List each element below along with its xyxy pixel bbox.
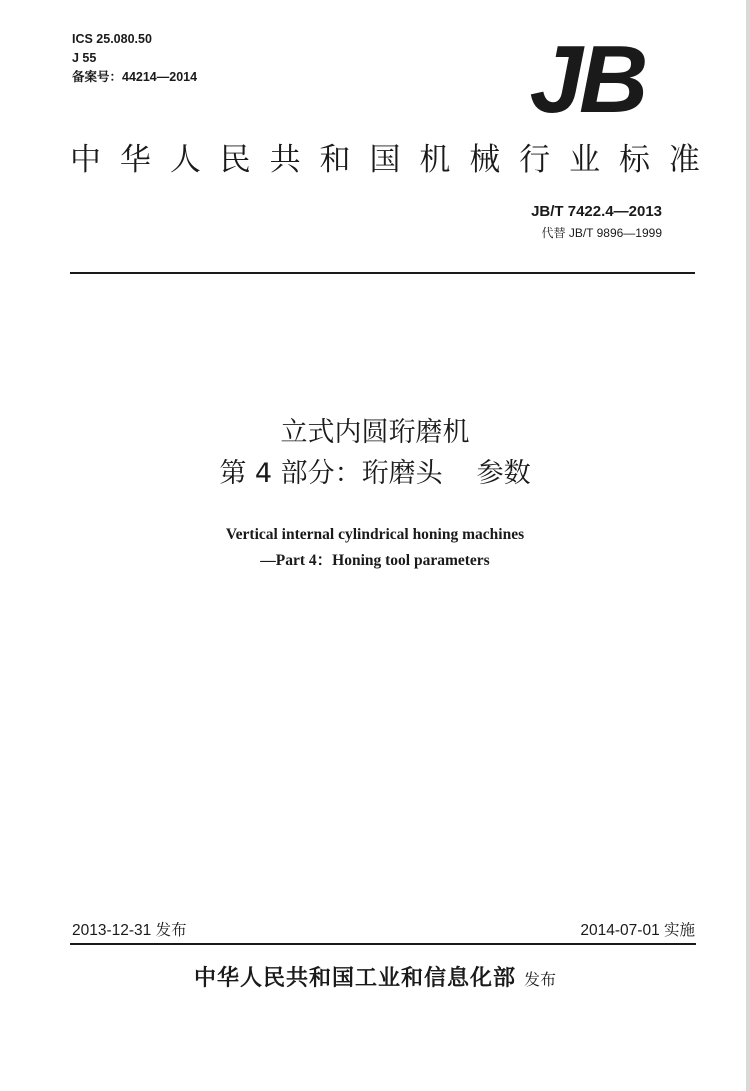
title-cn-line2-part: 第 4 部分：珩磨头 [219,458,443,489]
issuing-body-char: 中 [70,142,101,178]
issuing-body-char: 和 [319,142,351,178]
standard-number [531,202,662,222]
issuing-body-char: 国 [369,142,401,178]
jb-logo [512,38,662,120]
title-cn-line2-subject: 参数 [476,458,531,489]
title-en-line2: —Part 4：Honing tool parameters [260,552,490,569]
classification-code: J 55 [72,51,97,65]
footer-divider [70,943,696,945]
implementation-date: 2014-07-01 实施 [580,922,695,939]
issuing-body-char: 人 [169,142,201,178]
issuing-body-char: 机 [419,142,451,178]
classification-block [72,30,197,87]
replaced-standard: 代替 JB/T 9896—1999 [541,226,662,240]
issuing-body-char: 民 [219,142,251,178]
header-divider [70,272,695,274]
jb-logo-text: JB [529,38,645,120]
issuing-body-char: 业 [569,142,601,178]
issuing-body-char: 行 [519,142,551,178]
title-en-line1: Vertical internal cylindrical honing machines [225,526,525,543]
publisher-suffix: 发布 [524,970,557,989]
issuing-body-title [70,138,700,182]
issuing-body-char: 准 [668,142,700,178]
publisher-name: 中华人民共和国工业和信息化部 [193,966,516,991]
issuing-body-char: 标 [618,142,650,178]
title-cn-line1: 立式内圆珩磨机 [280,417,470,448]
record-number: 备案号：44214—2014 [72,70,198,84]
title-cn-line2 [0,455,750,493]
ics-code: ICS 25.080.50 [72,32,152,46]
publisher-line [0,962,750,997]
issuing-body-char: 械 [469,142,501,178]
issuing-body-char: 华 [119,142,151,178]
standard-number-text: JB/T 7422.4—2013 [531,203,662,220]
issuing-body-char: 共 [269,142,301,178]
issue-date: 2013-12-31 发布 [72,922,187,939]
